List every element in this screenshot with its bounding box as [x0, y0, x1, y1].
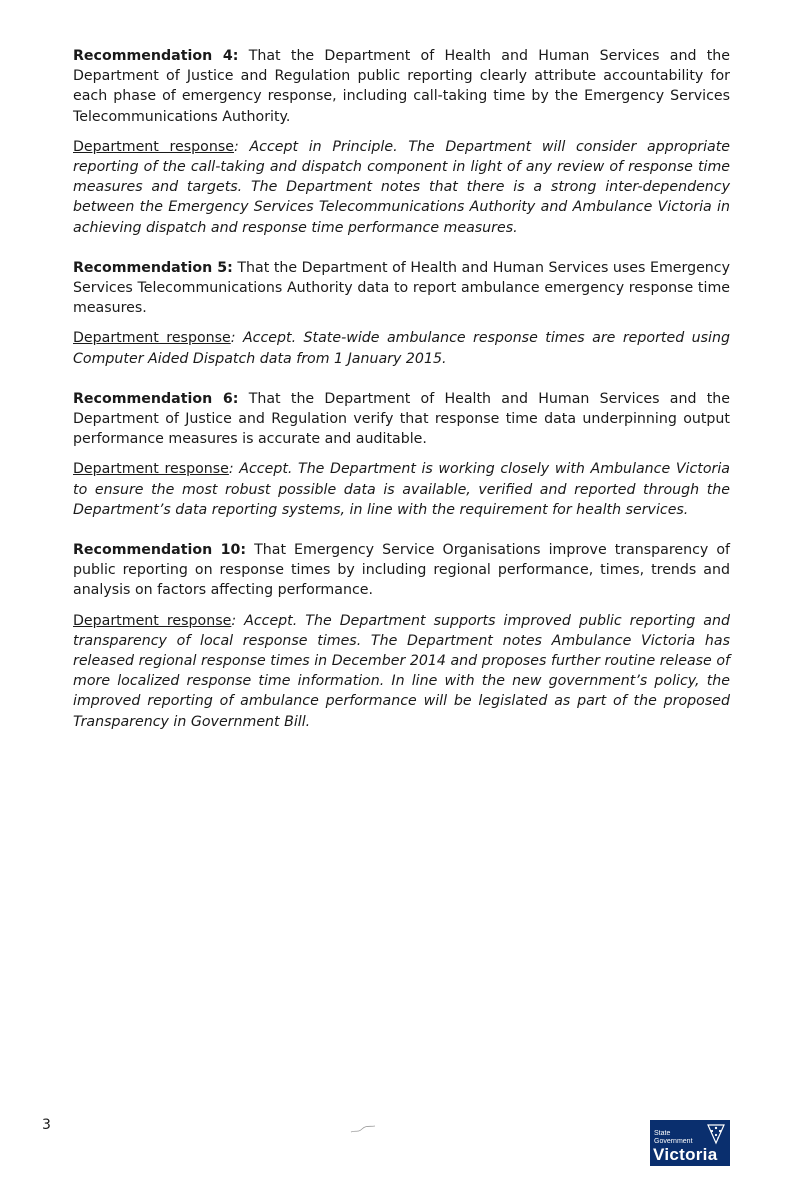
recommendation-body: That the Department of Health and Human Services and the Department of Justice and Regulation verify that response time data underpinning output performance measures is accurate and auditable.	[73, 390, 730, 448]
response-text: : Accept in Principle. The Department will consider appropriate reporting of the call-taking and dispatch component in light of any review of response time measures and targets. The Department notes that there is a strong inter-dependency between the Emergency Services Telecommunications Authority and Ambulance Victoria in achieving dispatch and response time performance measures.	[73, 138, 731, 236]
department-response	[73, 611, 730, 732]
response-label: Department response	[73, 138, 234, 155]
response-text: : Accept. State-wide ambulance response times are reported using Computer Aided Dispatch data from 1 January 2015.	[73, 330, 730, 367]
logo-line-victoria: Victoria	[653, 1145, 718, 1164]
recommendation-text	[73, 389, 730, 450]
recommendation-heading: Recommendation 6:	[73, 390, 239, 407]
logo-line-government: Government	[654, 1138, 693, 1145]
recommendation-text	[73, 46, 730, 127]
recommendation-text	[73, 540, 730, 601]
recommendation-4	[73, 46, 730, 238]
recommendation-body: That Emergency Service Organisations improve transparency of public reporting on response times by including regional performance, times, trends and analysis on factors affecting performance.	[73, 542, 731, 599]
recommendation-heading: Recommendation 10:	[73, 542, 247, 559]
victoria-government-logo	[650, 1120, 730, 1166]
recommendation-5	[73, 258, 730, 369]
document-body	[73, 46, 730, 732]
recommendation-heading: Recommendation 4:	[73, 48, 239, 64]
department-response	[73, 137, 730, 238]
response-text: : Accept. The Department is working closely with Ambulance Victoria to ensure the most robust possible data is available, verified and reported through the Department’s data reporting systems, in line with the requirement for health services.	[73, 461, 730, 518]
response-label: Department response	[73, 461, 229, 478]
recommendation-body: That the Department of Health and Human Services uses Emergency Services Telecommunications Authority data to report ambulance emergency response time measures.	[73, 259, 730, 317]
page-number: 3	[42, 1117, 51, 1133]
recommendation-text	[73, 258, 730, 319]
department-response	[73, 328, 730, 368]
response-label: Department response	[73, 612, 232, 629]
recommendation-heading: Recommendation 5:	[73, 259, 233, 276]
pen-mark-icon	[350, 1124, 376, 1134]
response-label: Department response	[73, 330, 231, 347]
recommendation-6	[73, 389, 730, 520]
recommendation-10	[73, 540, 730, 732]
department-response	[73, 459, 730, 520]
logo-line-state: State	[654, 1130, 671, 1137]
response-text: : Accept. The Department supports improved public reporting and transparency of local response times. The Department notes Ambulance Victoria has released regional response times in December 2014 and proposes further routine release of more localized response time information. In line with the new government’s policy, the improved reporting of ambulance performance will be legislated as part of the proposed Transparency in Government Bill.	[73, 612, 730, 730]
recommendation-body: That the Department of Health and Human Services and the Department of Justice and Regulation public reporting clearly attribute accountability for each phase of emergency response, including call-taking time by the Emergency Services Telecommunications Authority.	[73, 48, 730, 125]
southern-cross-icon	[705, 1123, 727, 1145]
